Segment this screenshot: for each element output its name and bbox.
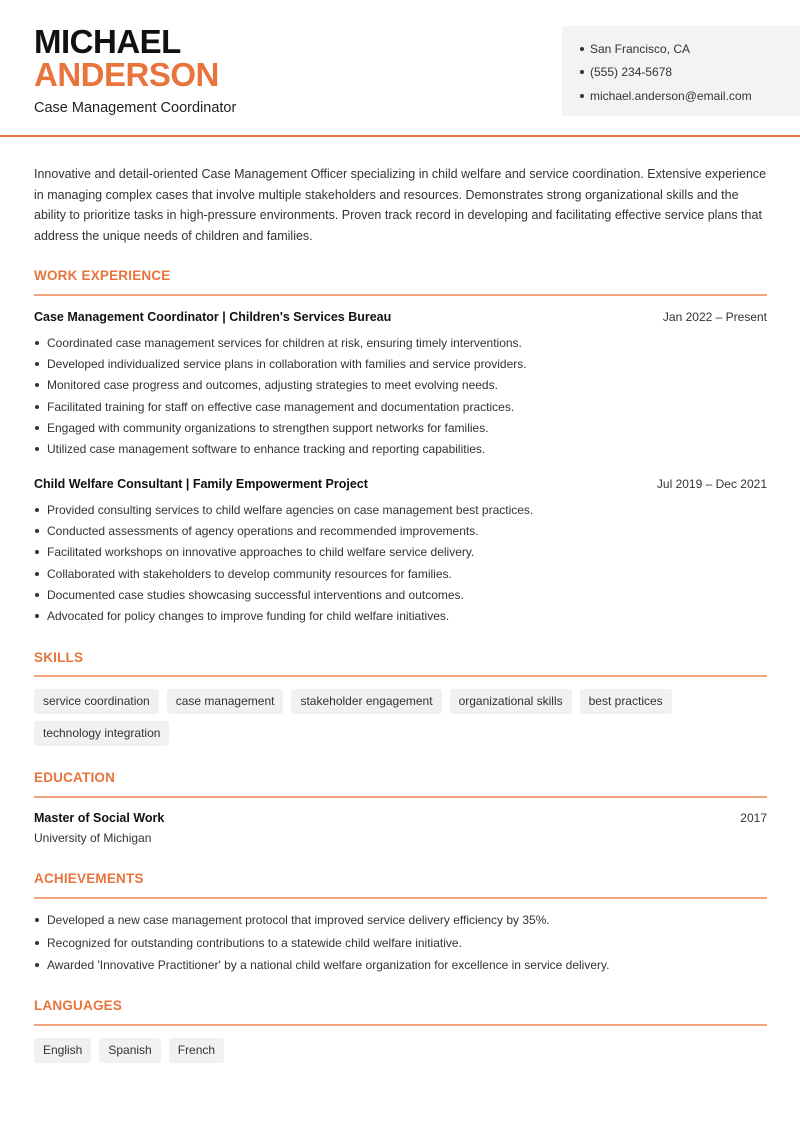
job-bullets-1 bbox=[34, 332, 767, 460]
list-item bbox=[34, 542, 767, 563]
skills-heading: SKILLS bbox=[34, 650, 84, 665]
list-item-text: Provided consulting services to child welfare agencies on case management best practices. bbox=[47, 502, 534, 517]
bullet-icon bbox=[35, 918, 39, 922]
list-item-text: Awarded 'Innovative Practitioner' by a national child welfare organization for excellence in service delivery. bbox=[47, 958, 610, 973]
first-name: MICHAEL bbox=[34, 23, 181, 60]
bullet-icon bbox=[580, 47, 584, 51]
list-item bbox=[34, 499, 767, 520]
job-bullets-2 bbox=[34, 499, 767, 627]
list-item bbox=[34, 909, 767, 932]
job-dates-1: Jan 2022 – Present bbox=[662, 310, 767, 324]
job-header-1 bbox=[34, 310, 767, 324]
languages-list bbox=[34, 1038, 774, 1063]
bullet-icon bbox=[35, 572, 39, 576]
bullet-icon bbox=[35, 508, 39, 512]
contact-location-text: San Francisco, CA bbox=[590, 41, 691, 56]
education-heading: EDUCATION bbox=[34, 770, 116, 785]
skill-chip: technology integration bbox=[34, 721, 169, 746]
language-chip: French bbox=[169, 1038, 224, 1063]
contact-box bbox=[562, 26, 800, 116]
contact-phone-text: (555) 234-5678 bbox=[590, 65, 673, 80]
list-item bbox=[34, 605, 767, 626]
language-chip: English bbox=[34, 1038, 91, 1063]
section-divider bbox=[34, 1024, 767, 1026]
contact-phone bbox=[580, 61, 800, 85]
achievements-heading: ACHIEVEMENTS bbox=[34, 871, 144, 886]
last-name: ANDERSON bbox=[34, 56, 219, 93]
list-item-text: Documented case studies showcasing successful interventions and outcomes. bbox=[47, 587, 464, 602]
list-item-text: Developed individualized service plans in collaboration with families and service providers. bbox=[47, 356, 527, 371]
list-item-text: Engaged with community organizations to strengthen support networks for families. bbox=[47, 420, 489, 435]
section-divider bbox=[34, 675, 767, 677]
job-dates-2: Jul 2019 – Dec 2021 bbox=[656, 477, 767, 491]
skill-chip: service coordination bbox=[34, 689, 159, 714]
job-role-1: Case Management Coordinator | Children's Services Bureau bbox=[34, 310, 392, 324]
list-item bbox=[34, 375, 767, 396]
section-divider bbox=[34, 897, 767, 899]
professional-summary: Innovative and detail-oriented Case Management Officer specializing in child welfare and service coordination. Extensive experience in managing complex cases that involve multiple stakeholders and resources. Demonstrates strong organizational skills and the ability to prioritize tasks in high-pressure environments. Proven track record in developing and facilitating effective service plans that address the unique needs of children and families. bbox=[34, 167, 767, 243]
bullet-icon bbox=[35, 447, 39, 451]
bullet-icon bbox=[580, 70, 584, 74]
list-item-text: Advocated for policy changes to improve funding for child welfare initiatives. bbox=[47, 609, 450, 624]
list-item-text: Utilized case management software to enhance tracking and reporting capabilities. bbox=[47, 442, 486, 457]
languages-heading: LANGUAGES bbox=[34, 998, 123, 1013]
list-item-text: Facilitated workshops on innovative approaches to child welfare service delivery. bbox=[47, 545, 475, 560]
work-experience-heading: WORK EXPERIENCE bbox=[34, 268, 171, 283]
list-item bbox=[34, 932, 767, 955]
skills-list bbox=[34, 689, 774, 746]
list-item bbox=[34, 954, 767, 977]
skill-chip: case management bbox=[167, 689, 284, 714]
education-header bbox=[34, 811, 767, 825]
contact-location bbox=[580, 37, 800, 61]
degree: Master of Social Work bbox=[34, 811, 165, 825]
list-item bbox=[34, 396, 767, 417]
bullet-icon bbox=[35, 426, 39, 430]
list-item bbox=[34, 417, 767, 438]
list-item-text: Facilitated training for staff on effective case management and documentation practices. bbox=[47, 399, 515, 414]
skill-chip: organizational skills bbox=[450, 689, 572, 714]
list-item-text: Conducted assessments of agency operations and recommended improvements. bbox=[47, 523, 479, 538]
achievements-list bbox=[34, 909, 767, 977]
list-item bbox=[34, 332, 767, 353]
job-role-2: Child Welfare Consultant | Family Empowerment Project bbox=[34, 477, 368, 491]
list-item-text: Recognized for outstanding contributions to a statewide child welfare initiative. bbox=[47, 935, 462, 950]
bullet-icon bbox=[35, 941, 39, 945]
school: University of Michigan bbox=[34, 831, 152, 845]
list-item-text: Coordinated case management services for children at risk, ensuring timely interventions. bbox=[47, 335, 522, 350]
bullet-icon bbox=[35, 963, 39, 967]
list-item-text: Collaborated with stakeholders to develop community resources for families. bbox=[47, 566, 452, 581]
list-item bbox=[34, 520, 767, 541]
list-item-text: Developed a new case management protocol that improved service delivery efficiency by 35%. bbox=[47, 913, 550, 928]
bullet-icon bbox=[35, 383, 39, 387]
bullet-icon bbox=[35, 529, 39, 533]
job-header-2 bbox=[34, 477, 767, 491]
skill-chip: stakeholder engagement bbox=[291, 689, 441, 714]
contact-email-text[interactable]: michael.anderson@email.com bbox=[590, 88, 752, 103]
language-chip: Spanish bbox=[99, 1038, 160, 1063]
bullet-icon bbox=[35, 593, 39, 597]
bullet-icon bbox=[35, 550, 39, 554]
list-item-text: Monitored case progress and outcomes, adjusting strategies to meet evolving needs. bbox=[47, 378, 498, 393]
skill-chip: best practices bbox=[580, 689, 672, 714]
list-item bbox=[34, 438, 767, 459]
job-title: Case Management Coordinator bbox=[34, 100, 237, 116]
list-item bbox=[34, 353, 767, 374]
section-divider bbox=[34, 796, 767, 798]
bullet-icon bbox=[580, 94, 584, 98]
bullet-icon bbox=[35, 362, 39, 366]
list-item bbox=[34, 584, 767, 605]
contact-email[interactable] bbox=[580, 84, 800, 108]
bullet-icon bbox=[35, 614, 39, 618]
bullet-icon bbox=[35, 405, 39, 409]
list-item bbox=[34, 563, 767, 584]
graduation-year: 2017 bbox=[740, 811, 767, 825]
resume-header bbox=[0, 0, 800, 137]
bullet-icon bbox=[35, 341, 39, 345]
section-divider bbox=[34, 294, 767, 296]
